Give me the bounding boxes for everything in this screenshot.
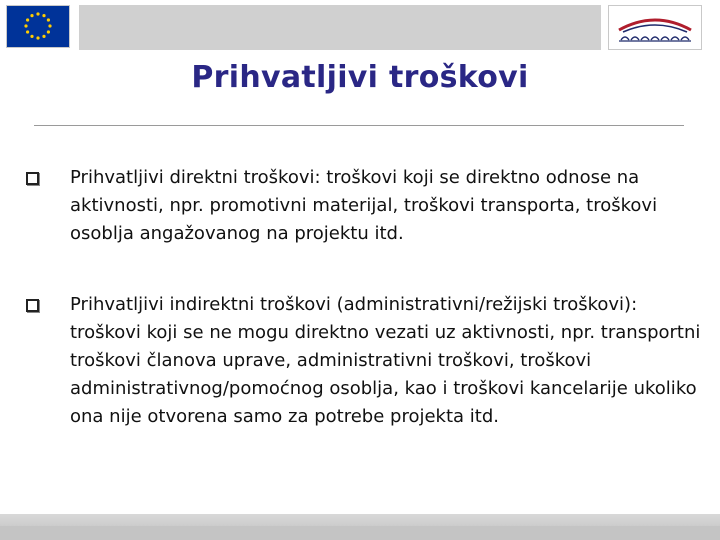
eu-flag-icon	[6, 5, 70, 48]
slide-title: Prihvatljivi troškovi	[191, 60, 529, 95]
footer-bar	[0, 514, 720, 540]
parliament-logo-icon	[608, 5, 702, 50]
checkbox-bullet-icon	[26, 172, 39, 185]
bullet-text: Prihvatljivi indirektni troškovi (administrativni/režijski troškovi): troškovi koji se ne mogu direktno vezati uz aktivnosti, npr. transportni troškovi članova uprave, administrativni troškovi, troškovi administrativnog/pomoćnog osoblja, kao i troškovi kancelarije ukoliko ona nije otvorena samo za potrebe projekta itd.	[70, 294, 701, 427]
bullet-text: Prihvatljivi direktni troškovi: troškovi koji se direktno odnose na aktivnosti, npr. promotivni materijal, troškovi transporta, troškovi osoblja angažovanog na projektu itd.	[70, 167, 658, 244]
header-bar	[79, 5, 601, 50]
title-divider	[34, 125, 684, 126]
checkbox-bullet-icon	[26, 299, 39, 312]
